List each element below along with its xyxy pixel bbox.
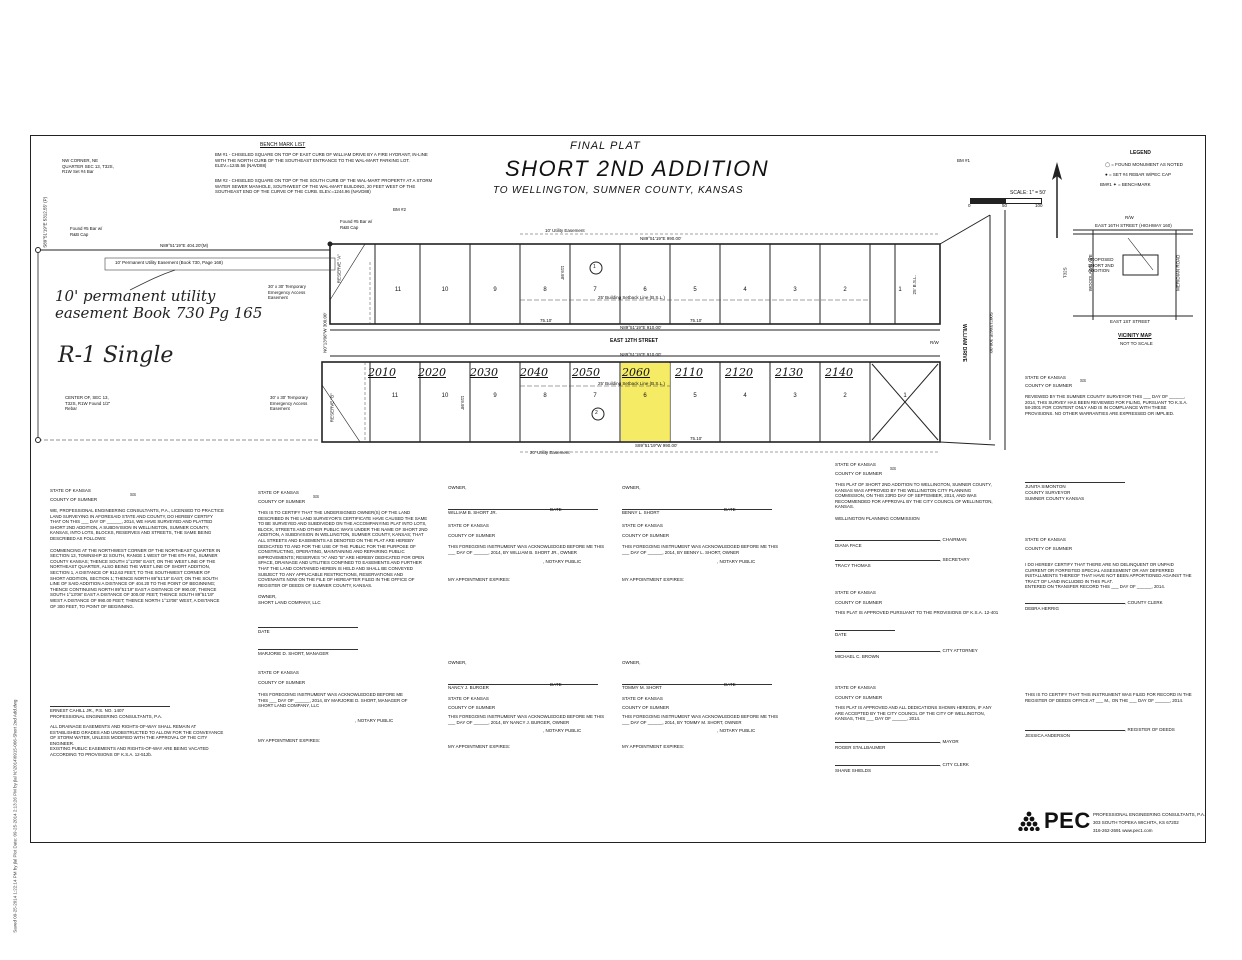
cert-state: STATE OF KANSAS <box>835 462 876 467</box>
ack-body: THIS FOREGOING INSTRUMENT WAS ACKNOWLEDGED BEFORE ME THIS ___ DAY OF ______, 2014, BY WILLIAM B. SHORT JR., OWNER <box>448 544 605 555</box>
address-label: 2030 <box>470 366 498 379</box>
found-bar-label-1: Found #5 Bar w/ R&B Cap <box>70 226 103 237</box>
bearing-street-center: N89°51'19"E 910.00' <box>620 352 662 357</box>
owner-label: OWNER, <box>622 660 641 665</box>
block-1-number: 1 <box>593 264 596 270</box>
block1-lot: 7 <box>593 287 597 293</box>
legend-set-rebar: ● = SET #4 REBAR W/PEC CAP <box>1105 172 1172 177</box>
cert-state: STATE OF KANSAS <box>50 488 91 493</box>
handwritten-zoning-note: R-1 Single <box>58 343 174 368</box>
owner-ack-body: THIS FOREGOING INSTRUMENT WAS ACKNOWLEDGED BEFORE ME THIS ___ DAY OF ______, 2014, BY MARJORIE D. SHORT, MANAGER OF SHORT LAND COMPANY, LLC <box>258 692 408 709</box>
mayor-line <box>835 742 940 743</box>
lot-depth-label: 119.98' <box>459 395 465 410</box>
vicinity-rw: R/W <box>1125 215 1134 220</box>
surveyor-signature-line <box>50 706 170 707</box>
setback-line-1: 25' Building Setback Line (B.S.L.) <box>598 295 665 300</box>
bearing-block1-bottom: N89°51'19"E 910.00' <box>620 325 662 330</box>
vicinity-t32s: T32S <box>1062 267 1068 279</box>
permanent-easement-label: 10' Permanent Utility Easement (Book 730, Page 168) <box>115 260 223 265</box>
county-reviewed: REVIEWED BY THE SUMNER COUNTY SURVEYOR THIS ___ DAY OF ______, 2014, THIS SURVEY HAS BEEN REVIEWED FOR FILING, PURSUANT TO K.S.A. 58-2001 FOR CONTENT ONLY AND IS IN COMPLIANCE WITH THESE PROVISIONS. NO OTHER WARRANTIES ARE EXPRESSED OR IMPLIED. <box>1025 394 1188 416</box>
owner-name: BENNY L. SHORT <box>622 509 660 515</box>
owner-date-line <box>258 627 358 628</box>
block1-lot: 11 <box>394 287 402 293</box>
bearing-north-top: N89°51'19"E 404.20'(M) <box>160 243 209 248</box>
pec-address: 303 SOUTH TOPEKA WICHITA, KS 67202 <box>1093 820 1179 825</box>
owner-ack-county: COUNTY OF SUMNER <box>258 680 306 685</box>
planning-certificate <box>835 462 995 521</box>
legend-benchmark: BM#1 ✦ = BENCHMARK <box>1100 182 1151 187</box>
legend-found-monument: ◯ = FOUND MONUMENT AS NOTED <box>1105 162 1183 167</box>
block2-lot: 8 <box>543 393 547 399</box>
planning-ksa: THIS PLAT IS APPROVED PURSUANT TO THE PROVISIONS OF K.S.A. 12-401 <box>835 610 999 615</box>
address-label: 2110 <box>675 366 703 379</box>
appt: MY APPOINTMENT EXPIRES: <box>622 743 685 749</box>
appt: MY APPOINTMENT EXPIRES: <box>622 576 685 582</box>
reserve-b: RESERVE "B" <box>329 393 335 423</box>
owner-date: DATE <box>550 507 562 512</box>
owner-label: OWNER, <box>448 660 467 665</box>
bsl-label: 25' B.S.L. <box>911 275 917 295</box>
mayor-title: , MAYOR <box>940 739 959 744</box>
block1-lot: 9 <box>493 287 497 293</box>
block2-lot: 11 <box>391 393 399 399</box>
bearing-block1-top: N89°51'19"E 990.00' <box>640 236 682 241</box>
planning-date-line <box>835 630 895 631</box>
section-line-label: S89°51'19"E 5312.55' (P) <box>42 196 48 248</box>
bearing-east: S00°13'06"E 300.00' <box>988 312 994 354</box>
manager-signature-line <box>258 649 358 650</box>
planning-state2: STATE OF KANSAS <box>835 590 876 595</box>
scale-tick-50: 50 <box>1002 203 1008 208</box>
county-clerk-body: I DO HEREBY CERTIFY THAT THERE ARE NO DELINQUENT OR UNPAID CURRENT OR FORFEITED SPECIAL ASSESSMENT OR ANY DEFERRED INSTALLMENTS THEREOF THAT HAVE NOT BEEN APPORTIONED AGAINST THE TRACT OF LAND INCLUDED IN THIS PLAT. <box>1025 562 1192 584</box>
scale-tick-100: 100 <box>1035 203 1043 208</box>
block2-lot: 4 <box>743 393 747 399</box>
lot-width-label: 75.10' <box>690 318 703 323</box>
lot-width-label: 75.10' <box>690 436 703 441</box>
notary: , NOTARY PUBLIC <box>543 728 582 734</box>
block1-lot: 2 <box>843 287 847 293</box>
planning-body: THIS PLAT OF SHORT 2ND ADDITION TO WELLINGTON, SUMNER COUNTY, KANSAS WAS APPROVED BY THE WELLINGTON CITY PLANNING COMMISSION, ON THIS 23RD DAY OF SEPTEMBER, 2014, AND WAS RECOMMENDED FOR APPROVAL BY THE CITY COUNCIL OF WELLINGTON, KANSAS. <box>835 482 993 510</box>
owner-date: DATE <box>724 507 736 512</box>
owner-appt: MY APPOINTMENT EXPIRES: <box>258 738 321 743</box>
address-label: 2140 <box>825 366 853 379</box>
chair-name: DIANA PACE <box>835 543 862 548</box>
attorney-name: MICHAEL C. BROWN <box>835 654 880 659</box>
address-label: 2120 <box>725 366 753 379</box>
owner-date: DATE <box>724 682 736 687</box>
ack-county: COUNTY OF SUMNER <box>448 704 496 710</box>
pec-logo-icon <box>1018 811 1040 831</box>
block1-lot: 10 <box>441 287 449 293</box>
legend-title: LEGEND <box>1130 150 1151 156</box>
county-surveyor-county: SUMNER COUNTY KANSAS <box>1025 496 1085 501</box>
county-clerk-title: , COUNTY CLERK <box>1125 600 1163 605</box>
owner-ack-state: STATE OF KANSAS <box>258 670 299 675</box>
attorney-line <box>835 651 940 652</box>
mayor-name: ROGER STALLBAUMER <box>835 745 886 750</box>
notary: , NOTARY PUBLIC <box>717 559 756 565</box>
street-william-drive: WILLIAM DRIVE <box>961 323 968 363</box>
county-surveyor-line <box>1025 482 1125 483</box>
block1-lot: 8 <box>543 287 547 293</box>
block2-lot: 7 <box>593 393 597 399</box>
cert-state: STATE OF KANSAS <box>258 490 299 495</box>
county-state: STATE OF KANSAS <box>1025 375 1066 380</box>
owner-date: DATE <box>258 629 270 634</box>
owner-name: NANCY J. BURGER <box>448 684 489 690</box>
clerk-name: SHANE SHIELDS <box>835 768 872 773</box>
owner-notary: , NOTARY PUBLIC <box>355 718 394 723</box>
vicinity-bottom-street: EAST 1ST STREET <box>1110 319 1151 324</box>
block2-lot: 6 <box>643 393 647 399</box>
ack-state: STATE OF KANSAS <box>622 696 663 701</box>
address-label: 2010 <box>368 366 396 379</box>
pec-name: PROFESSIONAL ENGINEERING CONSULTANTS, P.A. <box>1093 812 1206 817</box>
planning-county3: COUNTY OF SUMNER <box>835 695 883 700</box>
cert-ss: SS <box>130 492 137 497</box>
street-east-12th: EAST 12TH STREET <box>610 338 659 344</box>
block1-lot: 5 <box>693 287 697 293</box>
owner-date: DATE <box>550 682 562 687</box>
clerk-line <box>835 765 940 766</box>
pec-logo-text: PEC <box>1044 808 1091 833</box>
ack-county: COUNTY OF SUMNER <box>622 532 670 538</box>
utility-easement-top: 10' Utility Easement <box>545 228 585 233</box>
planning-date: DATE <box>835 632 847 637</box>
secretary-line <box>835 560 940 561</box>
ack-county: COUNTY OF SUMNER <box>622 704 670 710</box>
county-ss: SS <box>1080 378 1087 383</box>
bearing-block2-bottom: S89°51'19"W 990.00' <box>635 443 678 448</box>
owner-name: WILLIAM B. SHORT JR. <box>448 509 497 515</box>
county-county2: COUNTY OF SUMNER <box>1025 546 1073 551</box>
owner-certificate <box>258 490 428 605</box>
vacated-note: EXISTING PUBLIC EASEMENTS AND RIGHTS-OF-WAY ARE BEING VACATED ACCORDING TO PROVISIONS OF K.S.A. 12-512b. <box>50 746 209 757</box>
center-corner-label: CENTER OF, SEC 13, T32S, R1W Found 1/2" Rebar <box>65 395 111 412</box>
register-record: THIS IS TO CERTIFY THAT THIS INSTRUMENT WAS FILED FOR RECORD IN THE REGISTER OF DEEDS OFFICE AT ___ M., ON THE ___ DAY OF ______, 2014. <box>1025 692 1192 703</box>
drainage-note: ALL DRAINAGE EASEMENTS AND RIGHTS-OF-WAY SHALL REMAIN AT ESTABLISHED GRADES AND UNOBSTRUCTED TO ALLOW FOR THE CONVEYANCE OF STORM WATER, UNLESS MODIFIED WITH THE APPROVAL OF THE CITY ENGINEER. <box>50 724 224 746</box>
surveyor-firm: PROFESSIONAL ENGINEERING CONSULTANTS, P.A. <box>50 714 163 719</box>
cert-ss: SS <box>890 466 897 471</box>
bm1-label: BM #1 <box>957 158 971 163</box>
owner-block-4 <box>622 660 782 749</box>
owner-cert-body: THIS IS TO CERTIFY THAT THE UNDERSIGNED OWNER(S) OF THE LAND DESCRIBED IN THE LAND SURVEYOR'S CERTIFICATE HAVE CAUSED THE SAME TO BE SURVEYED AND SUBDIVIDED ON THE ACCOMPANYING PLAT INTO LOTS, BLOCK, STREETS AND OTHER PUBLIC WAYS UNDER THE NAME OF SHORT 2ND ADDITION, A SUBDIVISION IN WELLINGTON, SUMNER COUNTY, KANSAS; THAT ALL STREETS AND EASEMENTS AS DENOTED ON THE PLAT ARE HEREBY DEDICATED TO AND FOR THE USE OF THE PUBLIC FOR THE PURPOSE OF CONSTRUCTING, OPERATING, MAINTAINING AND REPAIRING PUBLIC IMPROVEMENTS; RESERVES "A" AND "B" ARE HEREBY DEDICATED FOR OPEN SPACE, DRAINAGE AND UTILITIES CONFINED TO EASEMENTS AND FURTHER THAT THE LAND CONTAINED HEREIN IS HELD AND SHALL BE CONVEYED SUBJECT TO ANY APPLICABLE RESTRICTIONS, RESERVATIONS AND COVENANTS NOW ON THE FILE OF HEREAFTER FILED IN THE OFFICE OF REGISTER OF DEEDS OF SUMNER COUNTY, KANSAS. <box>258 510 428 588</box>
register-name: JESSICA ANDERSON <box>1025 733 1071 738</box>
benchmark-icon: BM#1 ✦ <box>1100 182 1119 187</box>
owner-block-3 <box>448 660 608 749</box>
block2-lot: 10 <box>441 393 449 399</box>
margin-plot-info: Saved 09-25-2014 1:22:14 PM by jlal Plot Date: 09-25-2014 2:13:26 PM by jlal N:\2014\0915-006-Short 2nd Add.dwg <box>12 699 18 933</box>
address-label: 2020 <box>418 366 446 379</box>
benchmark-1: BM #1 - CHISELED SQUARE ON TOP OF EAST CURB OF WILLIAM DRIVE BY A FIRE HYDRANT, IN-LINE WITH THE NORTH CURB OF THE SOUTHEAST ENTRANCE TO THE WAL-MART PARKING LOT. ELEV.=1245.56 (NAVD88) <box>215 152 428 169</box>
lot-width-label: 75.10' <box>540 318 553 323</box>
county-entered: ENTERED ON TRANSFER RECORD THIS ___ DAY OF ______, 2014. <box>1025 584 1165 589</box>
plat-type: FINAL PLAT <box>570 140 641 152</box>
vicinity-right-road: MERIDIAN ROAD <box>1175 254 1181 291</box>
nw-corner-label: NW CORNER, NE QUARTER SEC 13, T32S, R1W Set #4 Bar <box>62 158 114 175</box>
vicinity-top-street: EAST 16TH STREET (HIGHWAY 160) <box>1095 223 1172 228</box>
found-bar-label-2: Found #5 Bar w/ R&B Cap <box>340 219 373 230</box>
bm2-label: BM #2 <box>393 207 407 212</box>
utility-easement-bottom: 20' Utility Easement <box>530 450 570 455</box>
block-2-number: 2 <box>595 410 598 416</box>
appt: MY APPOINTMENT EXPIRES: <box>448 576 511 582</box>
block2-lot: 1 <box>903 393 907 399</box>
block1-lot: 1 <box>898 287 902 293</box>
temp-easement-2: 30' x 30' Temporary Emergency Access Easement <box>270 395 308 412</box>
secretary-name: TRACY THOMAS <box>835 563 871 568</box>
chair-title: , CHAIRMAN <box>940 537 967 542</box>
street-row: R/W <box>930 340 939 345</box>
block1-lot: 4 <box>743 287 747 293</box>
surveyor-certificate <box>50 488 225 609</box>
planning-state3: STATE OF KANSAS <box>835 685 876 690</box>
manager-name: MARJORIE D. SHORT, MANAGER <box>258 651 329 656</box>
reserve-a: RESERVE "A" <box>336 254 342 284</box>
address-label: 2060 <box>622 366 650 379</box>
surveyor-name: ERNEST CAHILL JR., P.S. NO. 1407 <box>50 708 124 713</box>
appt: MY APPOINTMENT EXPIRES: <box>448 743 511 749</box>
planning-commission: WELLINGTON PLANNING COMMISSION <box>835 515 920 521</box>
ack-body: THIS FOREGOING INSTRUMENT WAS ACKNOWLEDGED BEFORE ME THIS ___ DAY OF ______, 2014, BY TOMMY M. SHORT, OWNER <box>622 714 779 725</box>
handwritten-easement-note: 10' permanent utility easement Book 730 Pg 165 <box>55 287 263 322</box>
notary: , NOTARY PUBLIC <box>717 728 756 734</box>
owner-label: OWNER, <box>448 485 467 490</box>
county-county: COUNTY OF SUMNER <box>1025 383 1073 388</box>
benchmark-title: BENCH MARK LIST <box>260 142 306 148</box>
ack-body: THIS FOREGOING INSTRUMENT WAS ACKNOWLEDGED BEFORE ME THIS ___ DAY OF ______, 2014, BY BENNY L. SHORT, OWNER <box>622 544 779 555</box>
cert-ss: SS <box>313 494 320 499</box>
register-title: , REGISTER OF DEEDS <box>1125 727 1175 732</box>
owner-name: TOMMY M. SHORT <box>622 684 662 690</box>
ack-body: THIS FOREGOING INSTRUMENT WAS ACKNOWLEDGED BEFORE ME THIS ___ DAY OF ______, 2014, BY NANCY J. BURGER, OWNER <box>448 714 605 725</box>
bearing-west: N0°13'06"W 300.00' <box>322 312 328 353</box>
ack-state: STATE OF KANSAS <box>448 696 489 701</box>
owner-label: OWNER, <box>622 485 641 490</box>
ack-county: COUNTY OF SUMNER <box>448 532 496 538</box>
rebar-icon: ● <box>1105 172 1109 177</box>
owner-company: SHORT LAND COMPANY, LLC <box>258 599 321 605</box>
vicinity-left-road: WOODLAWN AVE <box>1087 254 1093 292</box>
block1-lot: 3 <box>793 287 797 293</box>
council-body: THIS PLAT IS APPROVED AND ALL DEDICATIONS SHOWN HEREON, IF ANY ARE ACCEPTED BY THE CITY COUNCIL OF THE CITY OF WELLINGTON, KANSAS, THIS ___ DAY OF ______, 2014. <box>835 705 992 722</box>
block2-lot: 9 <box>493 393 497 399</box>
block2-lot: 2 <box>843 393 847 399</box>
lot-depth-label: 119.98' <box>559 265 565 280</box>
setback-line-2: 25' Building Setback Line (B.S.L.) <box>598 381 665 386</box>
county-state2: STATE OF KANSAS <box>1025 537 1066 542</box>
county-surveyor-title: COUNTY SURVEYOR <box>1025 490 1071 495</box>
ack-state: STATE OF KANSAS <box>622 523 663 528</box>
secretary-title: , SECRETARY <box>940 557 970 562</box>
block1-lot: 6 <box>643 287 647 293</box>
address-label: 2130 <box>775 366 803 379</box>
county-clerk-line <box>1025 603 1125 604</box>
benchmark-2: BM #2 - CHISELED SQUARE ON TOP OF THE SOUTH CURB OF THE WAL-MART PROPERTY AT A STORM WATER SEWER MANHOLE, SOUTHWEST OF THE WAL-MART BUILDING, 20 FEET WEST OF THE SOUTHEAST END OF THE CURVE OF THE CURB. ELEV.=1244.96 (NAVD88) <box>215 178 433 195</box>
ack-state: STATE OF KANSAS <box>448 523 489 528</box>
cert-county: COUNTY OF SUMNER <box>50 496 98 502</box>
planning-county2: COUNTY OF SUMNER <box>835 600 883 605</box>
county-clerk-name: DEBRA HERRIG <box>1025 606 1060 611</box>
vicinity-title: VICINITY MAP <box>1118 333 1152 339</box>
vicinity-label: PROPOSED SHORT 2ND ADDITION <box>1088 257 1114 273</box>
pec-phone: 316-262-2691 www.pec1.com <box>1093 828 1153 833</box>
address-label: 2050 <box>572 366 600 379</box>
register-line <box>1025 730 1125 731</box>
found-monument-icon: ◯ <box>1105 162 1112 167</box>
owner-block-2 <box>622 485 782 582</box>
chair-line <box>835 540 940 541</box>
vicinity-nts: NOT TO SCALE <box>1120 341 1153 346</box>
block2-lot: 3 <box>793 393 797 399</box>
owner-block-1 <box>448 485 608 582</box>
surveyor-cert-body: WE, PROFESSIONAL ENGINEERING CONSULTANTS, P.A., LICENSED TO PRACTICE LAND SURVEYING IN AFORESAID STATE AND COUNTY, DO HEREBY CERTIFY THAT ON THIS ___ DAY OF ______, 2014, WE HAVE SURVEYED AND PLATTED SHORT 2ND ADDITION, A SUBDIVISION IN WELLINGTON, SUMNER COUNTY, KANSAS, INTO LOTS, BLOCKS, RESERVES AND STREETS, THE SAME BEING DESCRIBED AS FOLLOWS: <box>50 508 224 541</box>
surveyor-cert-description: COMMENCING AT THE NORTHWEST CORNER OF THE NORTHEAST QUARTER IN SECTION 13, TOWNSHIP 32 SOUTH, RANGE 1 WEST OF THE 6TH P.M., SUMNER COUNTY KANSAS; THENCE SOUTH 1°13'06" EAST, ON THE WEST LINE OF THE NORTHEAST QUARTER, ALSO BEING THE WEST LINE OF SHORT ADDITION, SECTION 1, A DISTANCE OF 912.63 FEET, TO THE SOUTHWEST CORNER OF SHORT ADDITION, SECTION 1; THENCE NORTH 89°51'19" EAST, ON THE SOUTH LINE OF SAID ADDITION A DISTANCE OF 404.20 TO THE POINT OF BEGINNING; THENCE CONTINUING NORTH 89°51'19" EAST A DISTANCE OF 990.00', THENCE SOUTH 1°13'06" EAST A DISTANCE OF 300.00' FEET; THENCE SOUTH 89°51'19" WEST A DISTANCE OF 990.00 FEET; THENCE NORTH 1°13'06" WEST, A DISTANCE OF 300 FEET, TO POINT OF BEGINNING. <box>50 547 221 609</box>
owner-label: OWNER, <box>258 594 277 600</box>
cert-county: COUNTY OF SUMNER <box>258 498 306 504</box>
scale-tick-0: 0 <box>968 203 971 208</box>
scale-label: SCALE: 1" = 50' <box>1010 190 1046 196</box>
block2-lot: 5 <box>693 393 697 399</box>
county-surveyor-name: JUNITA SIMONTON <box>1025 484 1066 489</box>
attorney-title: , CITY ATTORNEY <box>940 648 978 653</box>
address-label: 2040 <box>520 366 548 379</box>
pec-logo <box>1018 808 1091 834</box>
plat-title: SHORT 2ND ADDITION <box>505 156 770 181</box>
plat-subtitle: TO WELLINGTON, SUMNER COUNTY, KANSAS <box>493 185 744 196</box>
clerk-title: , CITY CLERK <box>940 762 969 767</box>
cert-county: COUNTY OF SUMNER <box>835 470 883 476</box>
temp-easement-1: 30' x 30' Temporary Emergency Access Easement <box>268 284 306 301</box>
notary: , NOTARY PUBLIC <box>543 559 582 565</box>
